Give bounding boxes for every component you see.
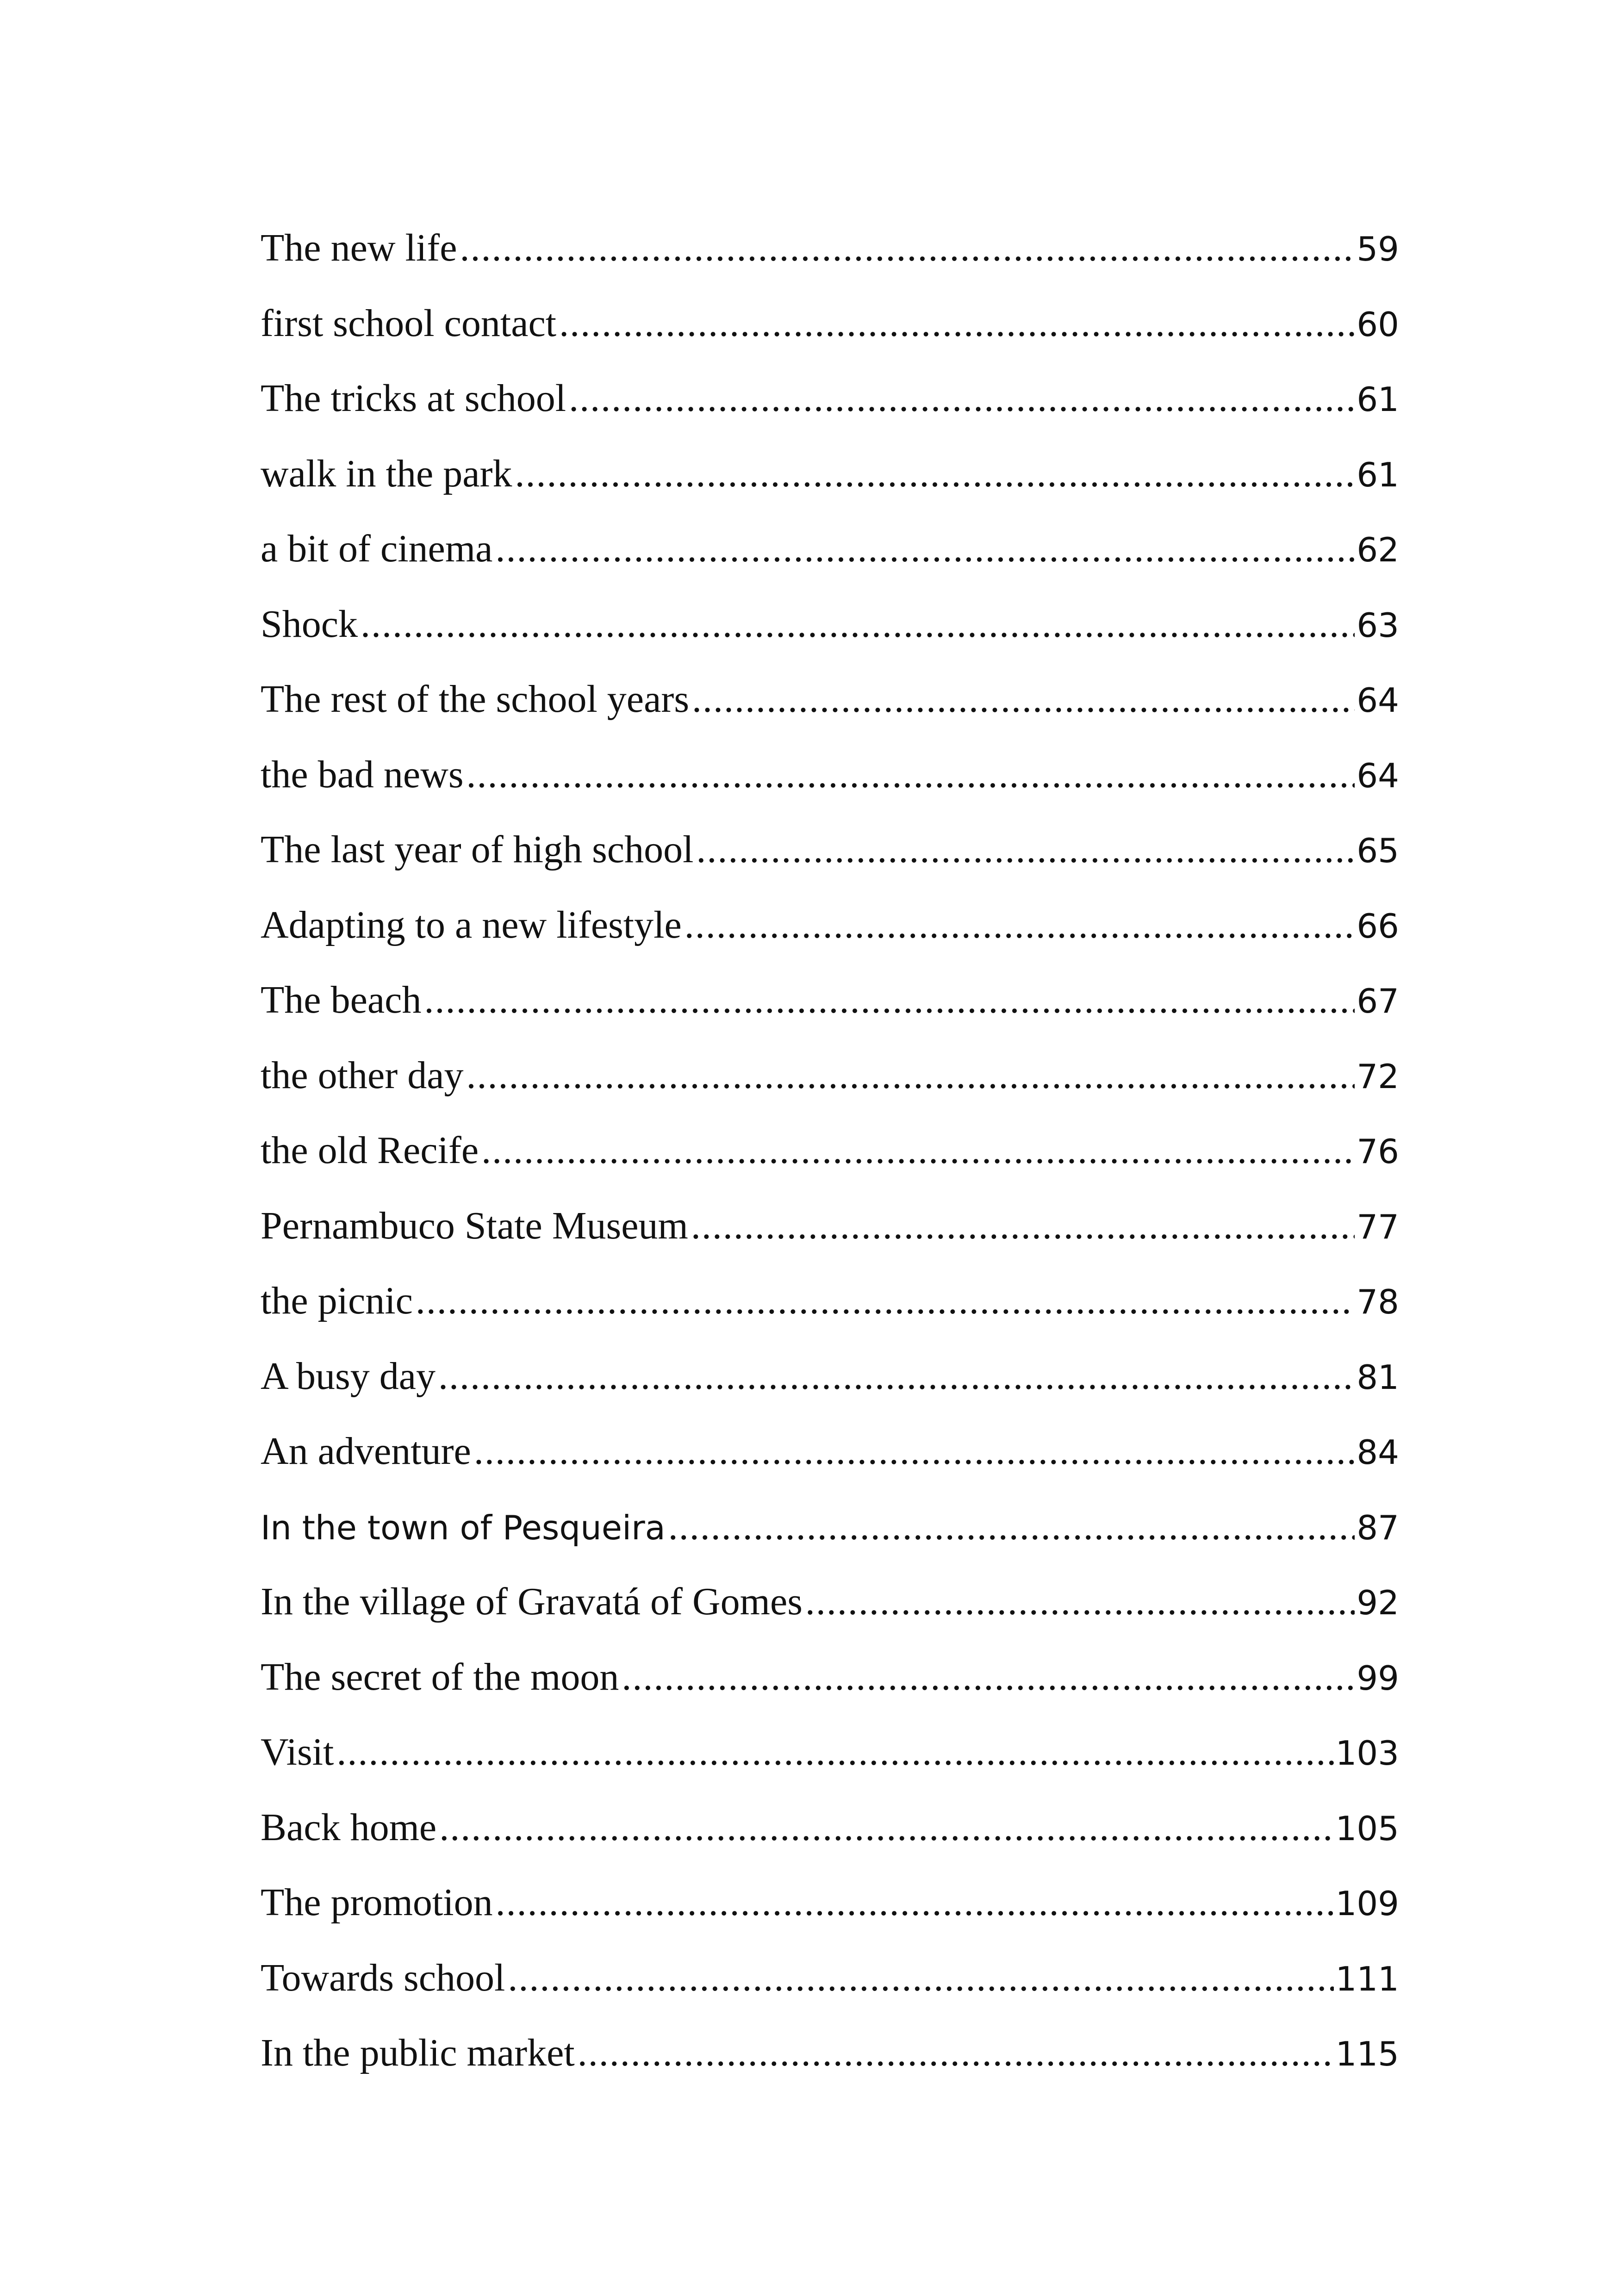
dot-leader <box>496 1865 1334 1941</box>
toc-entry-title: a bit of cinema <box>261 527 493 570</box>
toc-entry-page: 81 <box>1357 1357 1399 1397</box>
toc-entry-page: 76 <box>1357 1132 1399 1171</box>
toc-entry[interactable] <box>261 361 1399 436</box>
toc-entry-page: 77 <box>1357 1207 1399 1246</box>
toc-entry-page: 61 <box>1357 455 1399 494</box>
toc-entry-page: 87 <box>1357 1508 1399 1547</box>
toc-entry-page: 72 <box>1357 1057 1399 1096</box>
toc-entry-title: The beach <box>261 978 422 1021</box>
toc-entry-page: 61 <box>1357 380 1399 419</box>
toc-entry[interactable] <box>261 286 1399 361</box>
dot-leader <box>336 1715 1333 1790</box>
toc-entry-title: Pernambuco State Museum <box>261 1204 688 1247</box>
toc-entry[interactable] <box>261 1640 1399 1715</box>
toc-entry-page: 78 <box>1357 1282 1399 1321</box>
dot-leader <box>515 436 1355 512</box>
dot-leader <box>460 211 1355 286</box>
dot-leader <box>559 286 1355 361</box>
dot-leader <box>416 1263 1355 1339</box>
dot-leader <box>438 1339 1355 1414</box>
toc-entry-title: Visit <box>261 1730 334 1773</box>
toc-entry[interactable] <box>261 662 1399 737</box>
toc-entry-title: In the village of Gravatá of Gomes <box>261 1580 803 1623</box>
dot-leader <box>691 1188 1355 1264</box>
toc-entry-title: Towards school <box>261 1956 505 1999</box>
toc-entry[interactable] <box>261 587 1399 662</box>
toc-entry-title: first school contact <box>261 301 557 345</box>
toc-entry[interactable] <box>261 511 1399 587</box>
toc-entry[interactable] <box>261 1414 1399 1489</box>
toc-entry-title: The secret of the moon <box>261 1655 619 1699</box>
dot-leader <box>508 1941 1333 2016</box>
toc-entry[interactable] <box>261 1865 1399 1941</box>
dot-leader <box>424 963 1355 1038</box>
dot-leader <box>578 2016 1334 2091</box>
toc-entry-title: The last year of high school <box>261 828 694 871</box>
toc-entry-title: the picnic <box>261 1279 413 1322</box>
toc-entry-page: 84 <box>1357 1433 1399 1472</box>
dot-leader <box>474 1414 1355 1489</box>
dot-leader <box>622 1640 1355 1715</box>
toc-entry-title: walk in the park <box>261 452 512 495</box>
toc-entry-title: the bad news <box>261 753 464 796</box>
toc-entry-page: 67 <box>1357 982 1399 1020</box>
dot-leader <box>692 662 1355 737</box>
toc-entry-page: 103 <box>1335 1734 1399 1773</box>
toc-entry-title: The rest of the school years <box>261 678 690 721</box>
toc-entry[interactable] <box>261 211 1399 286</box>
toc-entry[interactable] <box>261 1188 1399 1264</box>
dot-leader <box>805 1564 1355 1640</box>
toc-entry[interactable] <box>261 888 1399 963</box>
toc-entry[interactable] <box>261 1564 1399 1640</box>
toc-entry-title: The promotion <box>261 1881 493 1924</box>
toc-entry-page: 109 <box>1335 1884 1399 1923</box>
toc-entry-page: 66 <box>1357 906 1399 946</box>
dot-leader <box>481 1113 1355 1188</box>
dot-leader <box>569 361 1355 436</box>
toc-entry[interactable] <box>261 1113 1399 1188</box>
dot-leader <box>668 1489 1355 1565</box>
dot-leader <box>495 511 1355 587</box>
toc-entry-title: the old Recife <box>261 1129 479 1172</box>
toc-entry[interactable] <box>261 1339 1399 1414</box>
toc-entry[interactable] <box>261 737 1399 813</box>
dot-leader <box>467 737 1355 813</box>
dot-leader <box>696 812 1355 888</box>
toc-entry-title: An adventure <box>261 1430 471 1473</box>
toc-entry-page: 105 <box>1335 1809 1399 1848</box>
toc-entry-page: 115 <box>1335 2035 1399 2073</box>
toc-entry[interactable] <box>261 1038 1399 1114</box>
toc-entry-title: The new life <box>261 226 457 269</box>
table-of-contents <box>261 211 1399 2091</box>
toc-entry-title: The tricks at school <box>261 377 566 420</box>
toc-entry-title: Back home <box>261 1805 437 1849</box>
toc-entry-title: In the public market <box>261 2031 575 2074</box>
toc-entry[interactable] <box>261 1489 1399 1565</box>
toc-entry[interactable] <box>261 2016 1399 2091</box>
toc-entry-page: 64 <box>1357 681 1399 720</box>
toc-entry[interactable] <box>261 1790 1399 1866</box>
toc-entry-title: Adapting to a new lifestyle <box>261 903 682 946</box>
toc-entry-title: A busy day <box>261 1354 436 1398</box>
toc-entry-title: In the town of Pesqueira <box>261 1508 666 1547</box>
toc-entry-title: the other day <box>261 1053 464 1097</box>
toc-entry[interactable] <box>261 436 1399 512</box>
toc-entry[interactable] <box>261 1263 1399 1339</box>
toc-entry-title: Shock <box>261 602 358 646</box>
toc-entry-page: 65 <box>1357 831 1399 870</box>
dot-leader <box>685 888 1355 963</box>
dot-leader <box>439 1790 1333 1866</box>
toc-entry[interactable] <box>261 812 1399 888</box>
toc-entry-page: 59 <box>1357 230 1399 268</box>
toc-entry-page: 63 <box>1357 605 1399 645</box>
dot-leader <box>361 587 1355 662</box>
dot-leader <box>467 1038 1355 1114</box>
toc-entry[interactable] <box>261 1941 1399 2016</box>
toc-entry-page: 92 <box>1357 1583 1399 1622</box>
toc-entry-page: 60 <box>1357 305 1399 344</box>
toc-entry-page: 111 <box>1335 1959 1399 1998</box>
toc-entry-page: 64 <box>1357 756 1399 795</box>
toc-entry-page: 99 <box>1357 1658 1399 1698</box>
toc-entry[interactable] <box>261 1715 1399 1790</box>
toc-entry-page: 62 <box>1357 530 1399 569</box>
toc-entry[interactable] <box>261 963 1399 1038</box>
